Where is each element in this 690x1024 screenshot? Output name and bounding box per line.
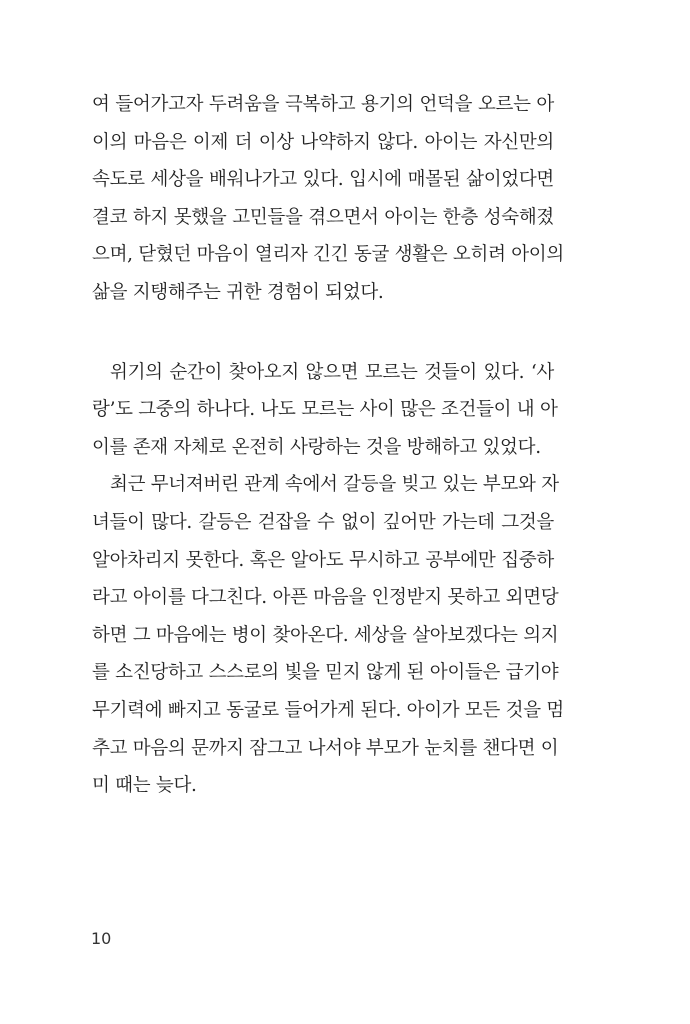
text-line: 하면 그 마음에는 병이 찾아온다. 세상을 살아보겠다는 의지	[92, 624, 559, 646]
text-line: 으며, 닫혔던 마음이 열리자 긴긴 동굴 생활은 오히려 아이의	[92, 244, 564, 266]
paragraph-2	[92, 354, 558, 467]
paragraph-1	[92, 86, 564, 312]
text-line: 속도로 세상을 배워나가고 있다. 입시에 매몰된 삶이었다면	[92, 169, 554, 191]
text-line: 알아차리지 못한다. 혹은 알아도 무시하고 공부에만 집중하	[92, 549, 554, 571]
text-line: 결코 하지 못했을 고민들을 겪으면서 아이는 한층 성숙해졌	[92, 206, 554, 228]
page-number: 10	[91, 929, 112, 948]
text-line: 추고 마음의 문까지 잠그고 나서야 부모가 눈치를 챈다면 이	[92, 737, 559, 759]
text-line: 이를 존재 자체로 온전히 사랑하는 것을 방해하고 있었다.	[92, 436, 541, 458]
text-line: 최근 무너져버린 관계 속에서 갈등을 빚고 있는 부모와 자	[110, 474, 559, 496]
text-line: 삶을 지탱해주는 귀한 경험이 되었다.	[92, 281, 384, 303]
page-body	[92, 86, 564, 805]
paragraph-3	[92, 466, 564, 804]
text-line: 위기의 순간이 찾아오지 않으면 모르는 것들이 있다. ‘사	[110, 361, 554, 383]
text-line: 라고 아이를 다그친다. 아픈 마음을 인정받지 못하고 외면당	[92, 587, 559, 609]
paragraph-gap	[92, 312, 554, 354]
text-line: 무기력에 빠지고 동굴로 들어가게 된다. 아이가 모든 것을 멈	[92, 699, 564, 721]
text-line: 여 들어가고자 두려움을 극복하고 용기의 언덕을 오르는 아	[92, 94, 554, 115]
text-line: 미 때는 늦다.	[92, 775, 197, 797]
text-line: 이의 마음은 이제 더 이상 나약하지 않다. 아이는 자신만의	[92, 131, 554, 153]
text-line: 를 소진당하고 스스로의 빛을 믿지 않게 된 아이들은 급기야	[92, 662, 559, 684]
text-line: 녀들이 많다. 갈등은 걷잡을 수 없이 깊어만 가는데 그것을	[92, 511, 554, 533]
text-line: 랑’도 그중의 하나다. 나도 모르는 사이 많은 조건들이 내 아	[92, 399, 558, 421]
